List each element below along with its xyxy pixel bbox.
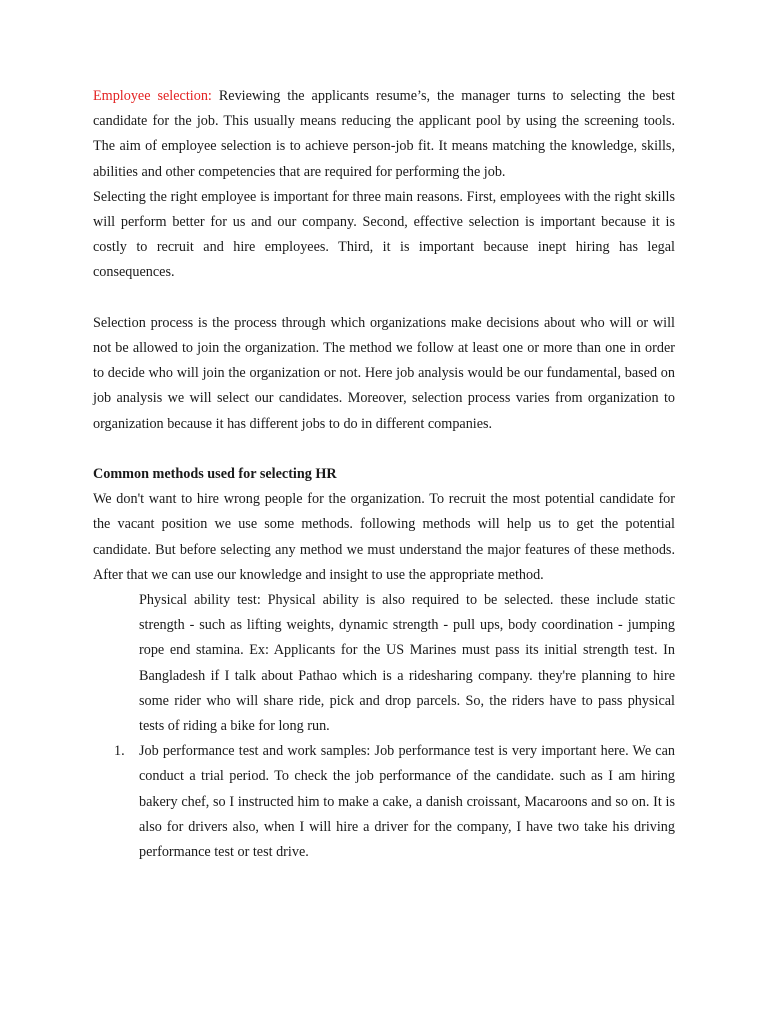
list-item-number: 1. xyxy=(114,743,125,760)
importance-paragraph: Selecting the right employee is important for three main reasons. First, employees with the right skills will perform better for us and our company. Second, effective selection is important because it is costly to recruit and hire employees. Third, it is important because inept hiring has legal consequences. xyxy=(93,188,675,281)
paragraph-spacer xyxy=(93,437,675,462)
list-item-text: Job performance test and work samples: Job performance test is very important here. We can conduct a trial period. To check the job performance of the candidate. such as I am hiring bakery chef, so I instructed him to make a cake, a danish croissant, Macaroons and so on. It is also for drivers also, when I will hire a driver for the company, I have two take his driving performance test or test drive. xyxy=(139,743,675,861)
document-body xyxy=(93,84,675,865)
paragraph-spacer xyxy=(93,286,675,311)
physical-ability-test-paragraph: Physical ability test: Physical ability is also required to be selected. these include static strength - such as lifting weights, dynamic strength - pull ups, body coordination - jumping rope end stamina. Ex: Applicants for the US Marines must pass its initial strength test. In Bangladesh if I talk about Pathao which is a ridesharing company. they're planning to hire some rider who will share ride, pick and drop parcels. So, the riders have to pass physical tests of riding a bike for long run. xyxy=(139,592,675,735)
methods-heading: Common methods used for selecting HR xyxy=(93,466,337,483)
employee-selection-text: Reviewing the applicants resume’s, the manager turns to selecting the best candidate for the job. This usually means reducing the applicant pool by using the screening tools. The aim of employee selection is to achieve person-job fit. It means matching the knowledge, skills, abilities and other competencies that are required for performing the job. xyxy=(93,88,675,180)
selection-process-paragraph: Selection process is the process through which organizations make decisions about who will or will not be allowed to join the organization. The method we follow at least one or more than one in order to decide who will join the organization or not. Here job analysis would be our fundamental, based on job analysis we will select our candidates. Moreover, selection process varies from organization to organization because it has different jobs to do in different companies. xyxy=(93,314,675,432)
list-item xyxy=(93,739,675,865)
employee-selection-paragraph xyxy=(93,84,675,185)
employee-selection-label: Employee selection: xyxy=(93,88,212,104)
methods-intro-paragraph: We don't want to hire wrong people for the organization. To recruit the most potential candidate for the vacant position we use some methods. following methods will help us to get the potential candidate. But before selecting any method we must understand the major features of these methods. After that we can use our knowledge and insight to use the appropriate method. xyxy=(93,491,675,583)
